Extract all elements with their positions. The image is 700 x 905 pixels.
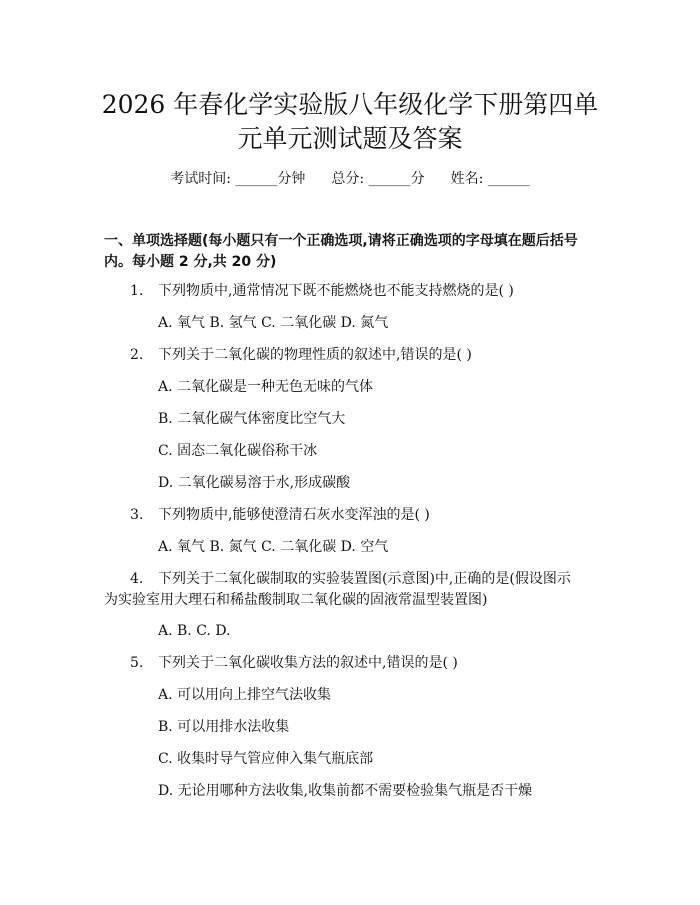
name-label: 姓名: [450, 171, 484, 187]
question-1-number: 1. [130, 283, 144, 299]
question-5-number: 5. [130, 655, 144, 671]
question-4-text-continued: 为实验室用大理石和稀盐酸制取二氧化碳的固液常温型装置图) [104, 592, 488, 608]
score-label: 总分: [331, 171, 365, 187]
question-2-text: 下列关于二氧化碳的物理性质的叙述中,错误的是( ) [158, 347, 472, 363]
exam-meta [0, 169, 700, 189]
question-2-option-c: C. 固态二氧化碳俗称干冰 [158, 443, 318, 459]
page-title-line-1: 2026 年春化学实验版八年级化学下册第四单 [101, 90, 599, 119]
question-3-text: 下列物质中,能够使澄清石灰水变浑浊的是( ) [158, 507, 430, 523]
section-heading-line-2: 内。每小题 2 分,共 20 分) [104, 254, 277, 270]
question-5-text: 下列关于二氧化碳收集方法的叙述中,错误的是( ) [158, 655, 458, 671]
question-5-option-b: B. 可以用排水法收集 [158, 719, 290, 735]
score-unit: 分 [410, 171, 425, 187]
question-3-options: A. 氧气 B. 氮气 C. 二氧化碳 D. 空气 [158, 539, 389, 555]
name-blank: ______ [487, 171, 530, 187]
section-heading-line-1: 一、单项选择题(每小题只有一个正确选项,请将正确选项的字母填在题后括号 [104, 233, 578, 249]
question-5-option-c: C. 收集时导气管应伸入集气瓶底部 [158, 751, 374, 767]
question-4-number: 4. [130, 571, 144, 587]
time-unit: 分钟 [277, 171, 306, 187]
score-blank: ______ [368, 171, 411, 187]
page-title-line-2: 元单元测试题及答案 [237, 124, 463, 153]
time-label: 考试时间: [170, 171, 231, 187]
question-1-text: 下列物质中,通常情况下既不能燃烧也不能支持燃烧的是( ) [158, 283, 514, 299]
time-blank: ______ [235, 171, 278, 187]
question-5-option-d: D. 无论用哪种方法收集,收集前都不需要检验集气瓶是否干燥 [158, 783, 533, 799]
question-5-option-a: A. 可以用向上排空气法收集 [158, 687, 332, 703]
question-3-number: 3. [130, 507, 144, 523]
question-2-number: 2. [130, 347, 144, 363]
question-1-options: A. 氧气 B. 氢气 C. 二氧化碳 D. 氮气 [158, 315, 389, 331]
question-4-options: A. B. C. D. [158, 623, 231, 639]
question-2-option-b: B. 二氧化碳气体密度比空气大 [158, 411, 346, 427]
question-2-option-d: D. 二氧化碳易溶于水,形成碳酸 [158, 475, 351, 491]
question-4-text: 下列关于二氧化碳制取的实验装置图(示意图)中,正确的是(假设图示 [158, 571, 571, 587]
question-2-option-a: A. 二氧化碳是一种无色无味的气体 [158, 379, 374, 395]
